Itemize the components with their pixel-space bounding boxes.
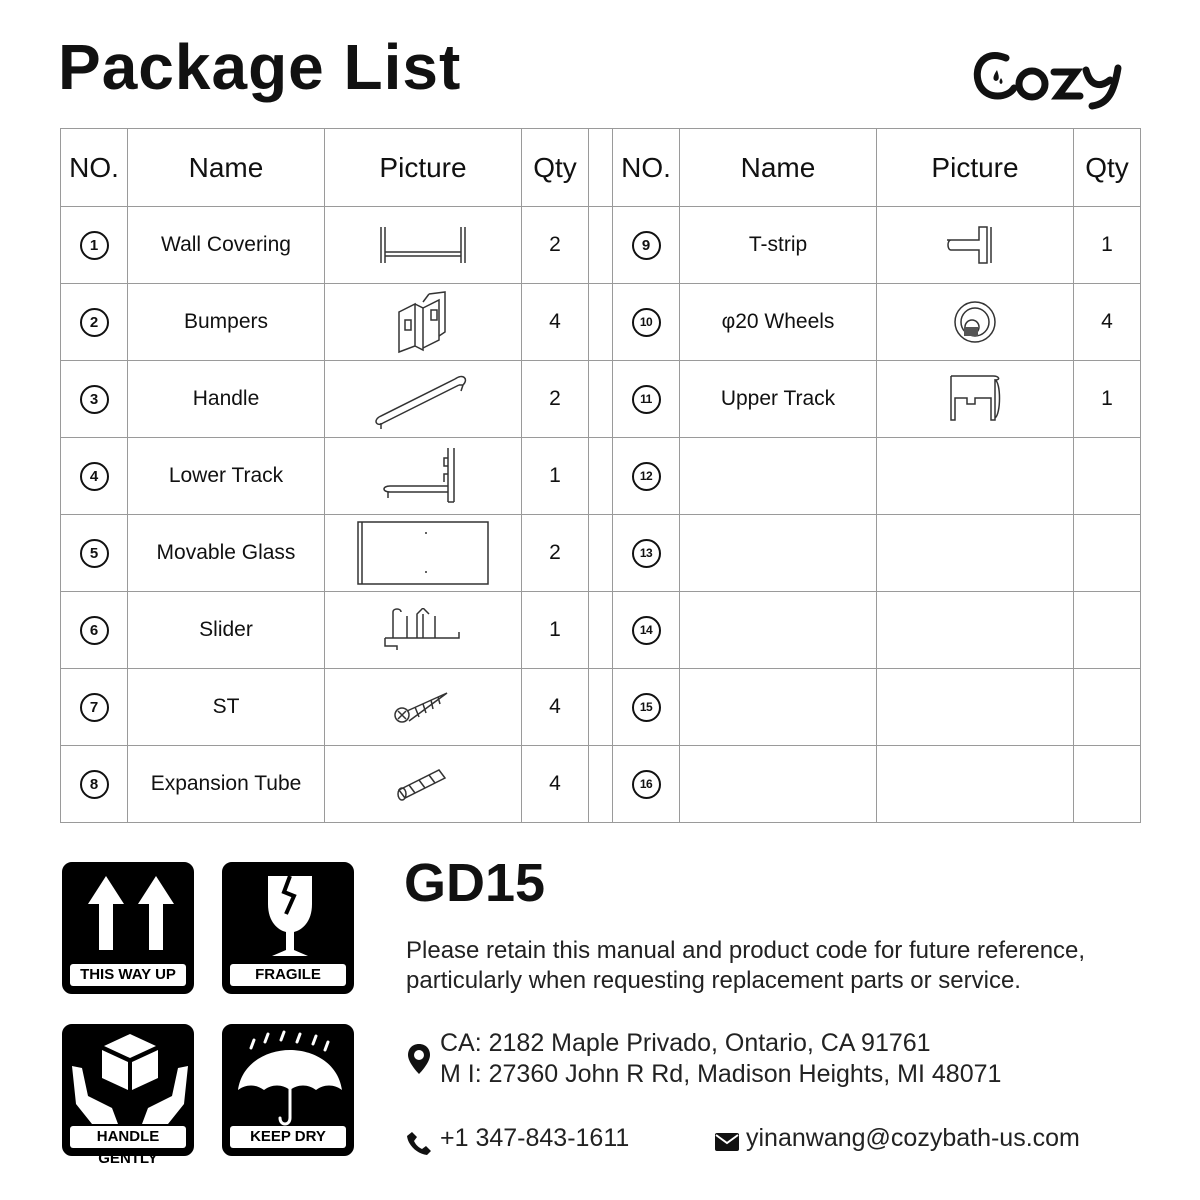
item-qty: 2	[522, 515, 589, 592]
item-qty	[1074, 592, 1141, 669]
upper-track-icon	[945, 374, 1005, 424]
item-qty: 4	[522, 284, 589, 361]
item-picture	[325, 361, 522, 438]
address-block	[440, 1028, 1001, 1090]
item-name: Handle	[128, 361, 325, 438]
item-picture	[325, 438, 522, 515]
item-number: 12	[632, 462, 661, 491]
page-title: Package List	[58, 31, 462, 103]
phone-number: +1 347-843-1611	[440, 1124, 630, 1152]
item-number: 16	[632, 770, 661, 799]
item-number: 1	[80, 231, 109, 260]
item-qty: 1	[1074, 361, 1141, 438]
table-header-row	[61, 129, 1141, 207]
retain-notice: Please retain this manual and product code for future reference, particularly when requesting replacement parts or service.	[406, 937, 1086, 994]
item-number: 8	[80, 770, 109, 799]
item-qty	[1074, 669, 1141, 746]
table-row	[61, 438, 1141, 515]
item-qty: 4	[522, 746, 589, 823]
item-number: 15	[632, 693, 661, 722]
wheel-icon	[950, 297, 1000, 347]
item-picture	[877, 515, 1074, 592]
item-number: 13	[632, 539, 661, 568]
screw-icon	[393, 687, 453, 727]
email-address: yinanwang@cozybath-us.com	[746, 1124, 1080, 1152]
wall-covering-icon	[378, 225, 468, 265]
header-picture: Picture	[877, 129, 1074, 207]
table-row	[61, 746, 1141, 823]
header-name: Name	[128, 129, 325, 207]
item-name: T-strip	[680, 207, 877, 284]
item-name: Bumpers	[128, 284, 325, 361]
item-qty: 1	[522, 438, 589, 515]
handle-gently-caption: HANDLE GENTLY	[70, 1126, 186, 1148]
header-no: NO.	[61, 129, 128, 207]
item-name: Expansion Tube	[128, 746, 325, 823]
item-name: Upper Track	[680, 361, 877, 438]
item-name: ST	[128, 669, 325, 746]
item-number: 9	[632, 231, 661, 260]
header-qty: Qty	[522, 129, 589, 207]
expansion-tube-icon	[393, 764, 453, 804]
item-picture	[877, 438, 1074, 515]
item-number: 14	[632, 616, 661, 645]
item-name	[680, 515, 877, 592]
address-ca: CA: 2182 Maple Privado, Ontario, CA 91761	[440, 1029, 931, 1057]
header-name: Name	[680, 129, 877, 207]
item-number: 11	[632, 385, 661, 414]
item-qty	[1074, 746, 1141, 823]
handle-gently-label	[62, 1024, 194, 1167]
t-strip-icon	[945, 224, 1005, 266]
location-pin-icon	[406, 1042, 432, 1076]
item-name: Movable Glass	[128, 515, 325, 592]
slider-icon	[383, 608, 463, 652]
item-name	[680, 669, 877, 746]
item-qty: 4	[1074, 284, 1141, 361]
item-number: 7	[80, 693, 109, 722]
item-picture	[325, 515, 522, 592]
item-qty: 2	[522, 361, 589, 438]
item-name	[680, 592, 877, 669]
item-picture	[325, 284, 522, 361]
product-code: GD15	[404, 853, 546, 913]
item-picture	[877, 207, 1074, 284]
handle-icon	[373, 369, 473, 429]
table-row	[61, 669, 1141, 746]
item-number: 10	[632, 308, 661, 337]
item-picture	[877, 592, 1074, 669]
item-number: 5	[80, 539, 109, 568]
fragile-label	[222, 862, 354, 994]
table-row	[61, 515, 1141, 592]
item-picture	[877, 361, 1074, 438]
item-qty: 1	[522, 592, 589, 669]
header-no: NO.	[613, 129, 680, 207]
lower-track-icon	[378, 446, 468, 506]
item-qty: 4	[522, 669, 589, 746]
item-qty	[1074, 515, 1141, 592]
table-row	[61, 284, 1141, 361]
item-qty	[1074, 438, 1141, 515]
item-picture	[325, 207, 522, 284]
header-qty: Qty	[1074, 129, 1141, 207]
header-picture: Picture	[325, 129, 522, 207]
item-qty: 2	[522, 207, 589, 284]
item-qty: 1	[1074, 207, 1141, 284]
email-icon	[714, 1132, 740, 1152]
item-name: Wall Covering	[128, 207, 325, 284]
item-picture	[877, 746, 1074, 823]
this-way-up-caption: THIS WAY UP	[70, 964, 186, 986]
item-number: 4	[80, 462, 109, 491]
item-name: φ20 Wheels	[680, 284, 877, 361]
item-number: 3	[80, 385, 109, 414]
table-row	[61, 592, 1141, 669]
package-list-table	[60, 128, 1141, 823]
keep-dry-label	[222, 1024, 354, 1156]
table-row	[61, 361, 1141, 438]
column-gap	[589, 129, 613, 207]
cozy-logo	[968, 40, 1148, 110]
keep-dry-caption: KEEP DRY	[230, 1126, 346, 1148]
item-picture	[325, 669, 522, 746]
fragile-caption: FRAGILE	[230, 964, 346, 986]
item-picture	[325, 746, 522, 823]
item-name	[680, 438, 877, 515]
item-name	[680, 746, 877, 823]
phone-icon	[406, 1130, 432, 1156]
item-picture	[877, 669, 1074, 746]
address-mi: M I: 27360 John R Rd, Madison Heights, MI 48071	[440, 1060, 1002, 1088]
item-picture	[325, 592, 522, 669]
movable-glass-icon	[356, 520, 490, 586]
item-number: 6	[80, 616, 109, 645]
this-way-up-label	[62, 862, 194, 994]
item-picture	[877, 284, 1074, 361]
item-name: Slider	[128, 592, 325, 669]
table-row	[61, 207, 1141, 284]
item-name: Lower Track	[128, 438, 325, 515]
item-number: 2	[80, 308, 109, 337]
bumpers-icon	[393, 290, 453, 354]
